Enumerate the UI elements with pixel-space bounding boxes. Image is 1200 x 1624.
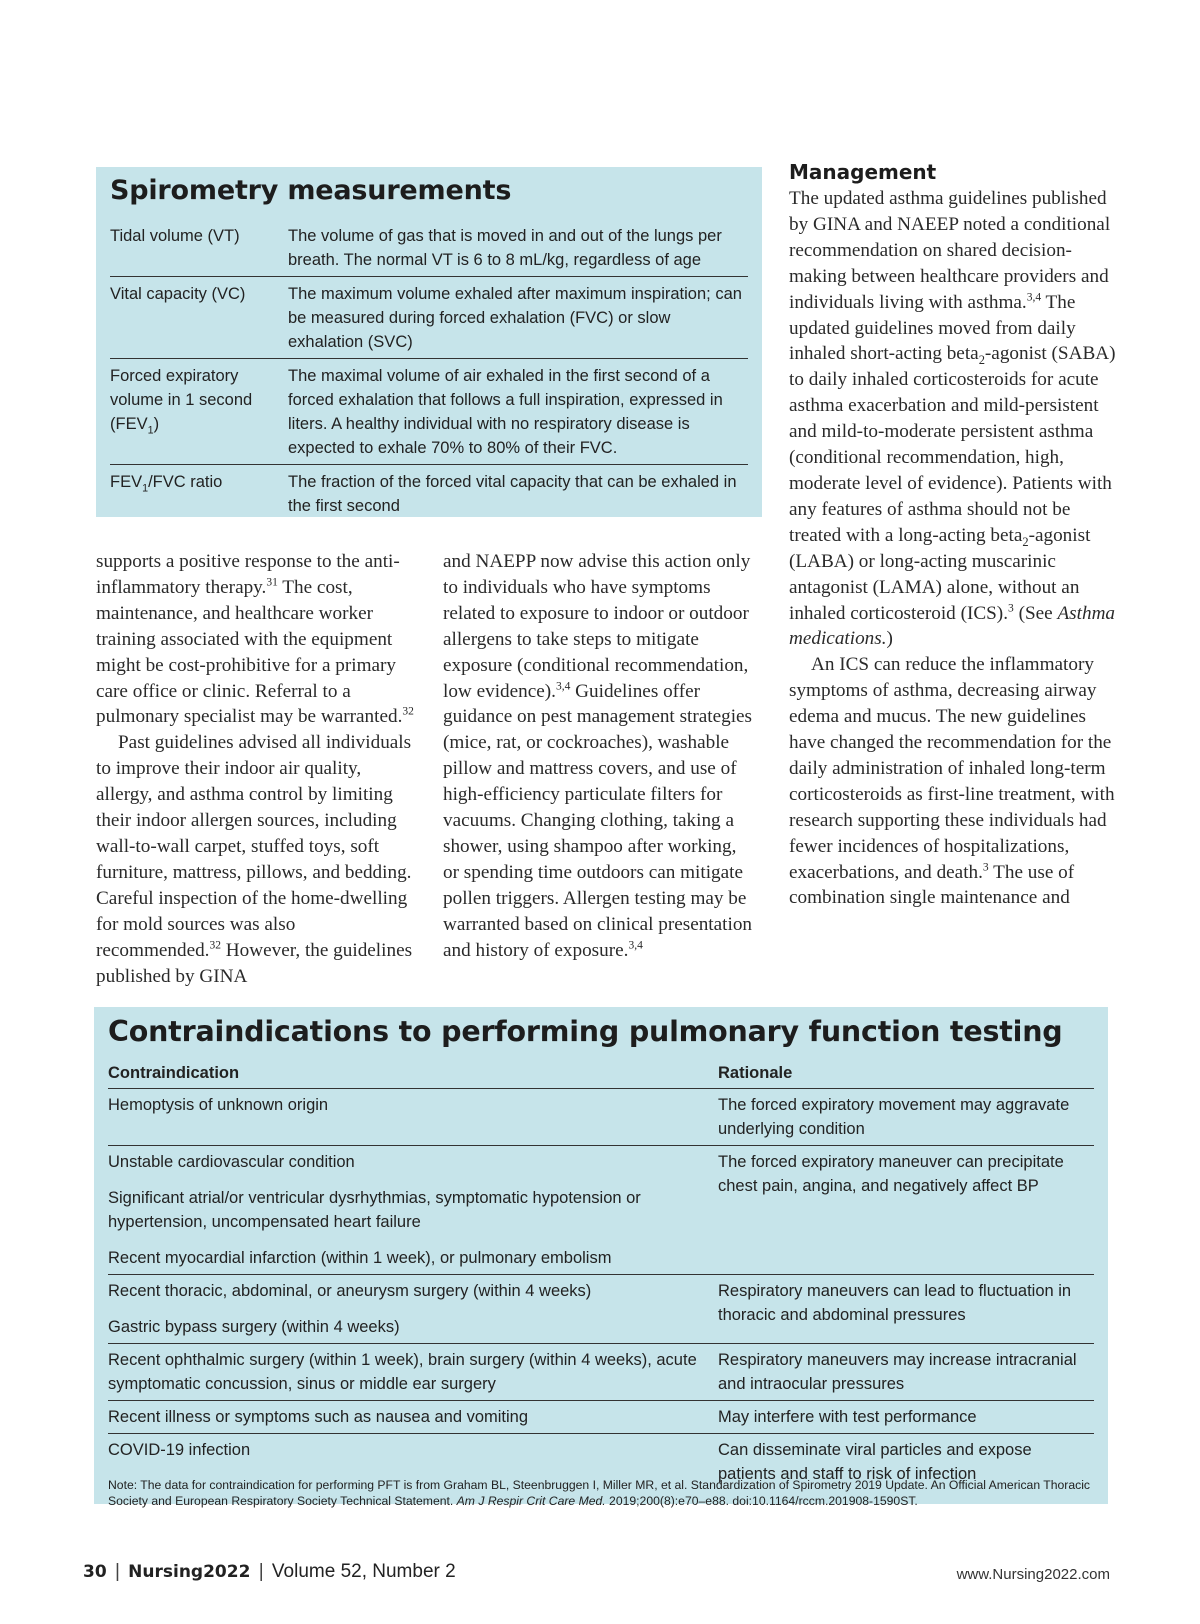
contraindication-cell: [108, 1279, 718, 1339]
term: $FEV_1$/FVC ratio: [110, 473, 223, 495]
footer-left: [83, 1561, 456, 1583]
contraindications-title: Contraindications to performing pulmonary function testing: [108, 1015, 1063, 1048]
contraindication: Significant atrial/or ventricular dysrhythmias, symptomatic hypotension or hypertension, uncompensated heart failure: [108, 1189, 641, 1231]
paragraph: and NAEPP now advise this action only to individuals who have symptoms related to exposure to indoor or outdoor allergens to take steps to mitigate exposure (conditional recommendation, low evidence).$^{3,4}$ Guidelines offer guidance on pest management strategies (mice, rat, or cockroaches), washable pillow and mattress covers, and use of high-efficiency particulate filters for vacuums. Changing clothing, taking a shower, using shampoo after working, or spending time outdoors can mitigate pollen triggers. Allergen testing may be warranted based on clinical presentation and history of exposure.$^{3,4}$: [443, 551, 753, 961]
table-row: [110, 465, 748, 522]
spirometry-table: [110, 219, 748, 522]
contraindication: COVID-19 infection: [108, 1441, 251, 1459]
table-row: [108, 1275, 1094, 1344]
contraindication: Recent ophthalmic surgery (within 1 week), brain surgery (within 4 weeks), acute symptomatic concussion, sinus or middle ear surgery: [108, 1351, 697, 1393]
rationale: Respiratory maneuvers can lead to fluctuation in thoracic and abdominal pressures: [718, 1282, 1072, 1324]
paragraph: The updated asthma guidelines published by GINA and NAEEP noted a conditional recommendation on shared decision-making between healthcare providers and individuals living with asthma.$^{3,4}$ The updated guidelines moved from daily inhaled short-acting beta$_2$-agonist (SABA) to daily inhaled corticosteroids for acute asthma exacerbation and mild-persistent and mild-to-moderate persistent asthma (conditional recommendation, high, moderate level of evidence). Patients with any features of asthma should not be treated with a long-acting beta$_2$-agonist (LABA) or long-acting muscarinic antagonist (LAMA) alone, without an inhaled corticosteroid (ICS).$^3$ (See Asthma medications.): [789, 188, 1116, 650]
contraindication: Hemoptysis of unknown origin: [108, 1096, 329, 1114]
table-row: [108, 1089, 1094, 1146]
body-column-1: [96, 549, 418, 989]
spirometry-title: Spirometry measurements: [110, 175, 512, 206]
contraindication-cell: [108, 1150, 718, 1270]
definition: The maximum volume exhaled after maximum inspiration; can be measured during forced exhalation (FVC) or slow exhalation (SVC): [288, 285, 742, 351]
table-row: [108, 1344, 1094, 1401]
definition: The volume of gas that is moved in and out of the lungs per breath. The normal VT is 6 to 8 mL/kg, regardless of age: [288, 227, 722, 269]
definition: The maximal volume of air exhaled in the first second of a forced exhalation that follows a full inspiration, expressed in liters. A healthy individual with no respiratory disease is expected to exhale 70% to 80% of their FVC.: [288, 367, 723, 457]
table-row: [110, 359, 748, 465]
contraindication-cell: [108, 1348, 718, 1396]
contraindication: Unstable cardiovascular condition: [108, 1153, 355, 1171]
table-row: [108, 1401, 1094, 1434]
column-header: Rationale: [718, 1064, 793, 1082]
term: Vital capacity (VC): [110, 285, 246, 303]
rationale: The forced expiratory maneuver can precipitate chest pain, angina, and negatively affect BP: [718, 1153, 1064, 1195]
term: Tidal volume (VT): [110, 227, 240, 245]
body-column-2: [443, 549, 755, 964]
separator: |: [114, 1561, 120, 1582]
contraindication: Gastric bypass surgery (within 4 weeks): [108, 1318, 400, 1336]
rationale: The forced expiratory movement may aggravate underlying condition: [718, 1096, 1070, 1138]
contraindication-cell: [108, 1093, 718, 1141]
paragraph: An ICS can reduce the inflammatory symptoms of asthma, decreasing airway edema and mucus. The new guidelines have changed the recommendation for the daily administration of inhaled long-term corticosteroids as first-line treatment, with research supporting these individuals had fewer incidences of hospitalizations, exacerbations, and death.$^3$ The use of combination single maintenance and: [789, 654, 1115, 909]
rationale: Respiratory maneuvers may increase intracranial and intraocular pressures: [718, 1351, 1077, 1393]
rationale: Can disseminate viral particles and expose patients and staff to risk of infection: [718, 1441, 1032, 1483]
table-header: [108, 1061, 1094, 1089]
contraindications-box: [94, 1007, 1108, 1508]
definition: The fraction of the forced vital capacity that can be exhaled in the first second: [288, 473, 737, 515]
separator: |: [258, 1561, 264, 1582]
section-heading: Management: [789, 160, 937, 184]
contraindication: Recent illness or symptoms such as nausea and vomiting: [108, 1408, 529, 1426]
paragraph: supports a positive response to the anti-inflammatory therapy.$^{31}$ The cost, maintenance, and healthcare worker training associated with the equipment might be cost-prohibitive for a primary care office or clinic. Referral to a pulmonary specialist may be warranted.$^{32}$: [96, 551, 414, 728]
contraindication: Recent myocardial infarction (within 1 week), or pulmonary embolism: [108, 1249, 612, 1267]
page-number: 30: [83, 1562, 107, 1582]
spirometry-box: [96, 167, 762, 517]
term: Forced expiratory volume in 1 second $(FEV_1)$: [110, 367, 253, 437]
contraindication: Recent thoracic, abdominal, or aneurysm surgery (within 4 weeks): [108, 1282, 592, 1300]
table-row: [110, 277, 748, 359]
footer-url[interactable]: www.Nursing2022.com: [956, 1566, 1110, 1583]
table-row: [108, 1146, 1094, 1275]
column-header: Contraindication: [108, 1064, 240, 1082]
rationale: May interfere with test performance: [718, 1408, 977, 1426]
volume-info: Volume 52, Number 2: [271, 1561, 456, 1582]
contraindications-table: [108, 1061, 1094, 1490]
table-row: [110, 219, 748, 277]
table-note: Note: The data for contraindication for performing PFT is from Graham BL, Steenbruggen I, Miller MR, et al. Standardization of Spirometry 2019 Update. An Official American Thoracic Society and European Respiratory Society Technical Statement. Am J Respir Crit Care Med. 2019;200(8):e70–e88. doi:10.1164/rccm.201908-1590ST.: [108, 1478, 1091, 1508]
magazine-name: Nursing2022: [128, 1562, 251, 1582]
body-column-3: [789, 158, 1119, 911]
contraindication-cell: [108, 1405, 718, 1429]
paragraph: Past guidelines advised all individuals to improve their indoor air quality, allergy, and asthma control by limiting their indoor allergen sources, including wall-to-wall carpet, stuffed toys, soft furniture, mattress, pillows, and bedding. Careful inspection of the home-dwelling for mold sources was also recommended.$^{32}$ However, the guidelines published by GINA: [96, 732, 413, 987]
